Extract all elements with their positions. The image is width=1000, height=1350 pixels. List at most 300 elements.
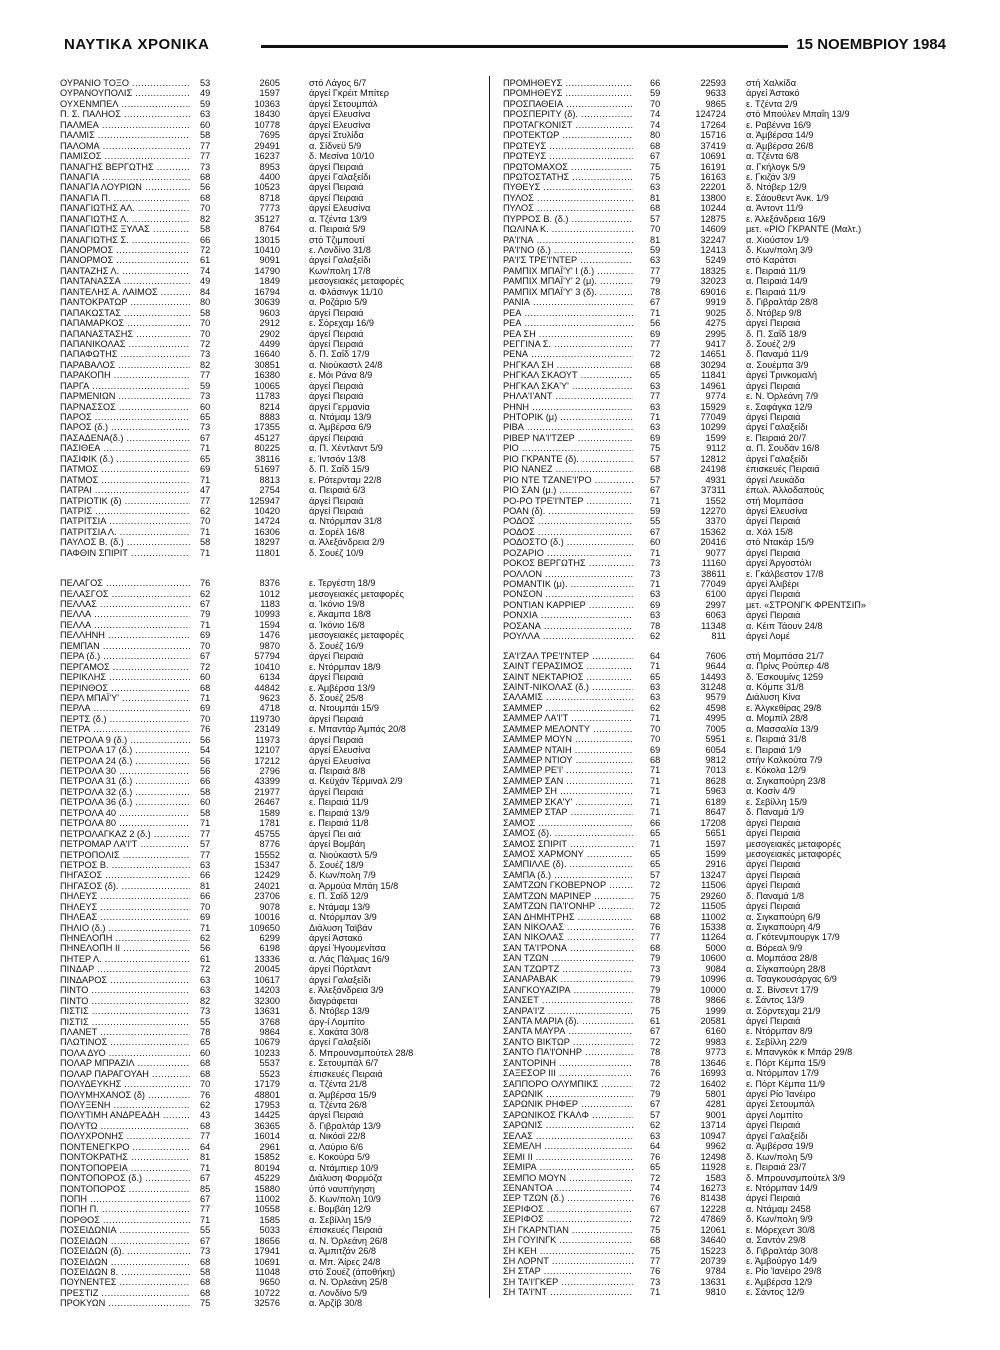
tonnage: 80194 <box>254 1162 280 1173</box>
build-year: 58 <box>200 807 211 818</box>
tonnage: 1589 <box>259 807 280 818</box>
ship-name: ΠΟΛΑ ΔΥΟ ..... <box>60 1048 190 1058</box>
build-year: 77 <box>650 932 661 943</box>
ship-row <box>60 724 490 734</box>
ship-row <box>60 829 490 839</box>
ship-row <box>60 620 490 630</box>
ship-name: ΡΟΜΑΝΤΙΚ (μ). ..... <box>503 579 633 589</box>
group-spacer <box>503 642 933 651</box>
build-year: 75 <box>650 171 661 182</box>
ship-row <box>503 527 933 537</box>
ship-location: στή Μομπάσα 21/7 <box>746 650 824 661</box>
build-year: 68 <box>200 1058 211 1069</box>
ship-name: ΠΟΡΘΟΣ ..... <box>60 1215 190 1225</box>
ship-row <box>503 235 933 245</box>
ship-name: ΣΑΝΣΕΤ ..... <box>503 995 633 1005</box>
ship-location: άργεί Γερμανία <box>309 401 370 412</box>
tonnage: 5801 <box>705 1089 726 1099</box>
ship-name: ΠΑΠΑΜΑΡΚΟΣ ..... <box>60 318 190 328</box>
ship-name: ΠΑΝΑΓΙΑ ..... <box>60 172 190 182</box>
build-year: 60 <box>200 401 211 412</box>
ship-row <box>60 1037 490 1047</box>
ship-name: ΠΕΡΤΣ (δ.) ..... <box>60 714 190 724</box>
tonnage: 6100 <box>705 589 726 600</box>
tonnage: 15716 <box>700 130 726 141</box>
ship-location: άργεί Ελευσίνα <box>309 119 371 130</box>
build-year: 68 <box>650 464 661 475</box>
ship-row <box>60 985 490 995</box>
ship-location: ε. Κοκούρα 5/9 <box>309 1152 370 1163</box>
ship-location: άργεί Πειραιά <box>309 505 364 516</box>
tonnage: 22201 <box>700 182 726 193</box>
ship-row <box>503 797 933 807</box>
ship-name: ΠΡΟΤΕΚΤΩΡ ..... <box>503 130 633 140</box>
tonnage: 9112 <box>706 443 726 454</box>
page-header <box>56 36 946 58</box>
ship-location: άργεί Λομέ <box>746 631 790 642</box>
ship-row <box>503 1068 933 1078</box>
build-year: 74 <box>650 109 661 120</box>
tonnage: 6054 <box>705 744 726 755</box>
build-year: 59 <box>650 505 661 516</box>
ship-location: α. Πειραιά 5/9 <box>309 224 366 235</box>
ship-location: ε. Βομβάη 12/9 <box>309 1204 371 1215</box>
build-year: 75 <box>650 890 661 901</box>
tonnage: 8883 <box>259 412 280 422</box>
ship-name: ΣΑΜΜΕΡ ΜΟΥΝ ..... <box>503 734 633 744</box>
ship-row <box>60 496 490 506</box>
ship-row <box>503 985 933 995</box>
tonnage: 9866 <box>705 995 726 1006</box>
ship-name: ΠΑΡΑΒΑΛΟΣ ..... <box>60 360 190 370</box>
tonnage: 14425 <box>254 1110 280 1121</box>
tonnage: 14961 <box>700 380 726 391</box>
ship-row <box>60 1058 490 1068</box>
ship-row <box>60 255 490 265</box>
ship-location: ε. Γκιζάν 3/9 <box>746 171 796 182</box>
ship-location: έπωλ. Άλλοδαπούς <box>746 485 824 496</box>
ship-location: μεσογειακές μεταφορές <box>309 588 404 599</box>
build-year: 71 <box>200 818 211 829</box>
tonnage: 11928 <box>701 1162 726 1173</box>
tonnage: 13714 <box>700 1120 726 1131</box>
ship-row <box>503 78 933 88</box>
build-year: 70 <box>200 516 211 527</box>
build-year: 67 <box>650 485 661 496</box>
tonnage: 38116 <box>255 453 280 464</box>
ship-name: ΠΡΟΜΗΘΕΥΣ ..... <box>503 88 633 98</box>
ship-row <box>503 1099 933 1109</box>
tonnage: 9001 <box>705 1109 726 1120</box>
tonnage: 5000 <box>705 942 726 953</box>
ship-location: ε. Άλεξάνδρεια 16/9 <box>746 213 826 224</box>
ship-name: ΠΕΤΡΟΜΑΡ ΛΑ'Ι'Τ ..... <box>60 839 190 849</box>
ship-name: ΠΕΡΙΝΘΟΣ ..... <box>60 683 190 693</box>
tonnage: 5249 <box>705 255 726 266</box>
ship-row <box>60 370 490 380</box>
build-year: 60 <box>200 797 211 808</box>
tonnage: 5523 <box>259 1068 280 1079</box>
tonnage: 14203 <box>254 985 280 996</box>
tonnage: 9025 <box>705 307 726 318</box>
tonnage: 10299 <box>700 422 726 433</box>
build-year: 76 <box>650 1151 661 1162</box>
ship-location: άργεί Λευκάδα <box>746 474 805 485</box>
ship-location: α. Σεβίλλη 15/9 <box>309 1214 372 1225</box>
ship-row <box>503 287 933 297</box>
ship-name: ΠΕΤΡΟΛΑ 36 (δ.) ..... <box>60 797 190 807</box>
ship-name: ΠΡΩΤΕΥΣ ..... <box>503 151 633 161</box>
ship-name: ΣΑ'Ι'ΖΑΛ ΤΡΕ'Ι'ΝΤΕΡ ..... <box>503 651 633 661</box>
ship-name: ΠΟΝΤΟΚΡΑΤΗΣ ..... <box>60 1152 190 1162</box>
build-year: 80 <box>200 297 211 308</box>
build-year: 78 <box>650 995 661 1006</box>
ship-location: άργεί Πειραιά <box>746 380 801 391</box>
ship-name: ΣΕΜΙ ΙΙ ..... <box>503 1152 633 1162</box>
ship-name: ΠΑΝΤΑΝΑΣΣΑ ..... <box>60 276 190 286</box>
build-year: 65 <box>200 1037 211 1048</box>
tonnage: 17264 <box>700 119 726 130</box>
ship-row <box>503 1225 933 1235</box>
ship-row <box>60 745 490 755</box>
ship-row <box>60 464 490 474</box>
build-year: 81 <box>650 192 661 203</box>
ship-location: α. Ντόρμπαν 3/9 <box>309 912 377 923</box>
ship-name: ΠΕΡΛ ΜΠΑΪ'Υ' ..... <box>60 693 190 703</box>
tonnage: 13646 <box>700 1057 726 1068</box>
ship-name: ΠΡΟΤΑΓΚΟΝΙΣΤ ..... <box>503 120 633 130</box>
ship-row <box>503 433 933 443</box>
ship-row <box>503 661 933 671</box>
build-year: 56 <box>650 318 661 329</box>
tonnage: 10993 <box>254 609 280 620</box>
build-year: 71 <box>650 412 661 422</box>
ship-name: ΡΑΜΠΙΧ ΜΠΑΪ'Υ' Ι (δ.) ..... <box>503 266 633 276</box>
ship-location: α. Σίγκαπούρη 28/8 <box>746 963 826 974</box>
tonnage: 1594 <box>259 619 280 630</box>
ship-name: ΠΕΛΑΣΓΟΣ ..... <box>60 589 190 599</box>
tonnage: 8376 <box>259 578 280 589</box>
ship-row <box>60 735 490 745</box>
ship-location: άργεί Πειραιά <box>309 786 364 797</box>
ship-location: α. Πειραιά 6/3 <box>309 485 366 496</box>
build-year: 66 <box>200 234 211 245</box>
ship-row <box>503 1152 933 1162</box>
tonnage: 13247 <box>700 869 726 880</box>
ship-location: α. Γκήλογκ 5/9 <box>746 161 806 172</box>
build-year: 81 <box>200 1152 211 1163</box>
ship-row <box>503 1026 933 1036</box>
tonnage: 17208 <box>700 817 726 828</box>
tonnage: 1781 <box>259 818 280 829</box>
tonnage: 9983 <box>705 1036 726 1047</box>
ship-row <box>60 235 490 245</box>
ship-name: ΣΑΝΤΑ ΜΑΥΡΑ ..... <box>503 1026 633 1036</box>
tonnage: 17179 <box>254 1079 280 1090</box>
ship-location: άργεί Γαλαξείδι <box>309 1037 371 1048</box>
build-year: 63 <box>200 859 211 870</box>
tonnage: 15362 <box>700 526 726 537</box>
ship-row <box>503 870 933 880</box>
tonnage: 9864 <box>259 1026 280 1037</box>
ship-name: ΡΟΛΛΟΝ ..... <box>503 569 633 579</box>
ship-location: άργεί Πειραιά <box>746 516 801 527</box>
ship-location: άργεί Λομπίτο <box>746 1109 803 1120</box>
ship-row <box>503 349 933 359</box>
ship-location: δ. Γιβραλτάρ 28/8 <box>746 297 818 308</box>
tonnage: 45229 <box>254 1173 280 1184</box>
build-year: 63 <box>650 380 661 391</box>
ship-row <box>503 214 933 224</box>
tonnage: 12107 <box>254 745 280 756</box>
build-year: 55 <box>200 1016 211 1027</box>
ship-location: ε. Πειραιά 20/7 <box>746 432 807 443</box>
ship-location: άργεί Πειραιά <box>309 192 364 203</box>
ship-name: ΠΗΤΕΡ Λ. ..... <box>60 954 190 964</box>
ship-name: ΠΑΝΤΕΛΗΣ Α. ΛΑΙΜΟΣ ..... <box>60 287 190 297</box>
ship-name: ΠΑΡΑΚΟΠΗ ..... <box>60 370 190 380</box>
ship-row <box>60 162 490 172</box>
build-year: 81 <box>200 880 211 891</box>
ship-location: α. Λαύριο 6/6 <box>309 1141 364 1152</box>
ship-name: ΠΑΝΑΓΙΩΤΗΣ Σ. ..... <box>60 235 190 245</box>
tonnage: 7606 <box>705 650 726 661</box>
ship-row <box>503 828 933 838</box>
ship-location: δ. Σουέζ 2/9 <box>746 338 796 349</box>
ship-location: άργεί Πειραιά <box>746 318 801 329</box>
tonnage: 32247 <box>700 234 726 245</box>
build-year: 73 <box>650 558 661 569</box>
tonnage: 16306 <box>254 526 280 537</box>
ship-row <box>60 787 490 797</box>
tonnage: 10996 <box>700 974 726 985</box>
build-year: 61 <box>200 255 211 266</box>
ship-location: Κων/πολη 17/8 <box>309 265 371 276</box>
ship-name: ΠΙΣΤΙΣ ..... <box>60 1006 190 1016</box>
ship-row <box>503 172 933 182</box>
ship-row <box>60 537 490 547</box>
ship-location: άργεί Πειραιά <box>309 182 364 193</box>
ship-name: ΠΕΤΡΟΣ Β. ..... <box>60 860 190 870</box>
ship-location: α. Άμβέρσα 26/8 <box>746 140 814 151</box>
ship-location: άργεί Πειραιά <box>309 713 364 724</box>
ship-name: ΡΑΜΠΙΧ ΜΠΑΪ'Υ' 3 (δ). ..... <box>503 287 633 297</box>
ship-name: ΠΡΩΤΟΜΑΧΟΣ ..... <box>503 162 633 172</box>
ship-name: ΣΕΜΕΛΗ ..... <box>503 1141 633 1151</box>
build-year: 70 <box>200 640 211 651</box>
tonnage: 9644 <box>705 661 726 672</box>
ship-location: άργεί Πειραιά <box>309 734 364 745</box>
ship-name: ΠΕΡΑ (δ.) ..... <box>60 651 190 661</box>
ship-name: ΣΑΜΜΕΡ ΝΤΑΙΗ ..... <box>503 745 633 755</box>
tonnage: 9078 <box>259 901 280 912</box>
ship-location: στό Μπούλεν Μπαΐη 13/9 <box>746 109 850 120</box>
tonnage: 10617 <box>254 974 280 985</box>
ship-name: ΣΑΡΩΝΙΚΟΣ ΓΚΑΛΦ ..... <box>503 1110 633 1120</box>
ship-location: ύπό ναυπήγηση <box>309 1183 375 1194</box>
ship-location: στό Καράτσι <box>746 255 797 266</box>
tonnage: 8953 <box>259 161 280 172</box>
ship-name: ΡΗΓΚΑΛ ΣΚΑΟΥΤ ..... <box>503 370 633 380</box>
ship-location: α. Τζέντα 21/8 <box>309 1079 367 1090</box>
tonnage: 9962 <box>705 1141 726 1152</box>
ship-location: άργεί Τρινκομαλή <box>746 370 818 381</box>
ship-row <box>503 151 933 161</box>
build-year: 82 <box>200 213 211 224</box>
ship-row <box>60 1048 490 1058</box>
tonnage: 6198 <box>259 943 280 954</box>
tonnage: 7005 <box>705 723 726 734</box>
ship-location: ε. Πειραιά 11/9 <box>746 265 806 276</box>
group-spacer <box>60 558 490 578</box>
tonnage: 13631 <box>700 1276 726 1287</box>
tonnage: 26467 <box>254 797 280 808</box>
tonnage: 10244 <box>700 203 726 214</box>
build-year: 71 <box>650 307 661 318</box>
tonnage: 8214 <box>259 401 280 412</box>
ship-row <box>60 1236 490 1246</box>
ship-name: ΠΟΛΥΔΕΥΚΗΣ ..... <box>60 1079 190 1089</box>
tonnage: 14609 <box>700 224 726 235</box>
tonnage: 4275 <box>705 318 726 329</box>
ship-row <box>503 807 933 817</box>
tonnage: 10691 <box>254 1256 280 1267</box>
build-year: 63 <box>650 610 661 621</box>
build-year: 73 <box>200 391 211 402</box>
ship-location: α. Γκότενμπουργκ 17/9 <box>746 932 840 943</box>
ship-location: Διάλυση Κίνα <box>746 692 801 703</box>
ship-location: ε. Πόρτ Κέμπα 11/9 <box>746 1078 826 1089</box>
tonnage: 9784 <box>705 1266 726 1277</box>
build-year: 79 <box>650 1089 661 1099</box>
build-year: 68 <box>200 171 211 182</box>
ship-name: ΣΑΡΩΝΙΣ ..... <box>503 1120 633 1130</box>
ship-location: άργεί Σετουμπάλ <box>746 1099 815 1110</box>
ship-row <box>503 995 933 1005</box>
tonnage: 4718 <box>259 703 280 714</box>
ship-location: στό Σουέζ (άποθήκη) <box>309 1267 396 1277</box>
tonnage: 51697 <box>254 464 280 475</box>
ship-name: ΠΙΝΔΑΡΟΣ ..... <box>60 975 190 985</box>
build-year: 65 <box>650 828 661 839</box>
ship-row <box>60 589 490 599</box>
tonnage: 4281 <box>705 1099 726 1110</box>
ship-location: ε. Άμβέρσα 13/9 <box>309 682 376 693</box>
build-year: 77 <box>650 338 661 349</box>
tonnage: 77049 <box>700 412 726 422</box>
tonnage: 13015 <box>254 234 280 245</box>
build-year: 70 <box>650 224 661 235</box>
ship-location: δ. Έσκουμίνς 1259 <box>746 671 824 682</box>
tonnage: 8764 <box>259 224 280 235</box>
ship-name: ΡΙΟ ΝΤΕ ΤΖΑΝΕ'Ι'ΡΟ ..... <box>503 475 633 485</box>
tonnage: 18297 <box>254 537 280 548</box>
ship-location: ε. Πειραιά 11/8 <box>309 818 369 829</box>
build-year: 71 <box>200 443 211 454</box>
build-year: 68 <box>200 682 211 693</box>
ship-name: ΡΟΚΟΣ ΒΕΡΓΩΤΗΣ ..... <box>503 558 633 568</box>
ship-row <box>60 151 490 161</box>
ship-name: ΣΑΜΜΕΡ ..... <box>503 703 633 713</box>
build-year: 71 <box>650 786 661 797</box>
build-year: 64 <box>650 1141 661 1152</box>
build-year: 58 <box>200 307 211 318</box>
tonnage: 124724 <box>695 109 726 120</box>
build-year: 77 <box>200 1131 211 1142</box>
ship-row <box>60 1090 490 1100</box>
ship-name: ΠΑΤΡΙΤΣΙΑ Λ. ..... <box>60 527 190 537</box>
build-year: 49 <box>200 88 211 99</box>
ship-row <box>60 214 490 224</box>
ship-location: δ. Παναμά 11/9 <box>746 349 809 360</box>
ship-row <box>503 1089 933 1099</box>
ship-name: ΠΑΤΡΙΤΣΙΑ ..... <box>60 516 190 526</box>
ship-location: α. Πειραιά 8/8 <box>309 766 366 776</box>
ship-name: ΡΟΥΛΛΑ ..... <box>503 631 633 641</box>
ship-location: α. Σαντόν 29/8 <box>746 1235 806 1246</box>
ship-location: α. Άρμούα Μπάη 15/8 <box>309 880 399 891</box>
ship-row <box>60 516 490 526</box>
ship-row <box>60 1225 490 1235</box>
ship-name: ΠΕΤΡΟΛΑ 31 (δ.) ..... <box>60 776 190 786</box>
build-year: 59 <box>200 98 211 109</box>
tonnage: 6063 <box>705 610 726 621</box>
build-year: 67 <box>200 1173 211 1184</box>
ship-name: ΠΕΛΛΑ ..... <box>60 609 190 619</box>
ship-location: ε. Ν. Όρλεάνη 7/9 <box>746 391 819 402</box>
ship-name: ΠΡΟΜΗΘΕΥΣ ..... <box>503 78 633 88</box>
ship-location: α. Κεϋχάν Τέρμιναλ 2/9 <box>309 776 403 787</box>
ship-name: ΠΡΩΤΕΥΣ ..... <box>503 141 633 151</box>
ship-name: ΡΟΔΟΣ ..... <box>503 516 633 526</box>
ship-row <box>503 1016 933 1026</box>
ship-name: ΣΑΝΤΟ ΠΑ'Ι'ΟΝΗΡ ..... <box>503 1047 633 1057</box>
build-year: 77 <box>650 1256 661 1266</box>
ship-location: δ. Κων/πολη 7/9 <box>309 870 376 881</box>
ship-row <box>503 1047 933 1057</box>
ship-name: ΠΟΣΕΙΔΩΝΙΑ ..... <box>60 1225 190 1235</box>
tonnage: 1476 <box>259 630 280 641</box>
ship-location: δ. Παναμά 1/8 <box>746 890 805 901</box>
tonnage: 17355 <box>254 422 280 433</box>
ship-row <box>60 1110 490 1120</box>
ship-location: άργεί Στυλίδα <box>309 130 364 141</box>
ship-location: άργεί Πειραιά <box>746 869 801 880</box>
tonnage: 12875 <box>700 213 726 224</box>
ship-location: α. Χιούστον 1/9 <box>746 234 809 245</box>
ship-row <box>60 182 490 192</box>
tonnage: 6160 <box>705 1026 726 1037</box>
build-year: 60 <box>200 1047 211 1058</box>
ship-location: α. Π. Σουδάν 16/8 <box>746 443 820 454</box>
tonnage: 6134 <box>259 672 280 683</box>
ship-name: ΣΑΜΜΕΡ ΛΑ'Ι'Τ ..... <box>503 713 633 723</box>
build-year: 77 <box>200 828 211 839</box>
build-year: 76 <box>650 1068 661 1079</box>
build-year: 62 <box>200 588 211 599</box>
build-year: 73 <box>200 1246 211 1257</box>
build-year: 68 <box>650 203 661 214</box>
ship-row <box>503 297 933 307</box>
ship-name: ΡΑΜΠΙΧ ΜΠΑΪ'Υ' 2 (μ). ..... <box>503 276 633 286</box>
build-year: 73 <box>650 568 661 579</box>
ship-row <box>60 808 490 818</box>
ship-location: δ. Π. Σαΐδ 15/9 <box>309 464 370 475</box>
ship-location: δ. Κων/πολη 5/9 <box>746 1151 813 1162</box>
build-year: 58 <box>200 1267 211 1277</box>
ship-name: ΠΟΣΕΙΔΩΝ ..... <box>60 1257 190 1267</box>
tonnage: 14651 <box>700 349 726 360</box>
